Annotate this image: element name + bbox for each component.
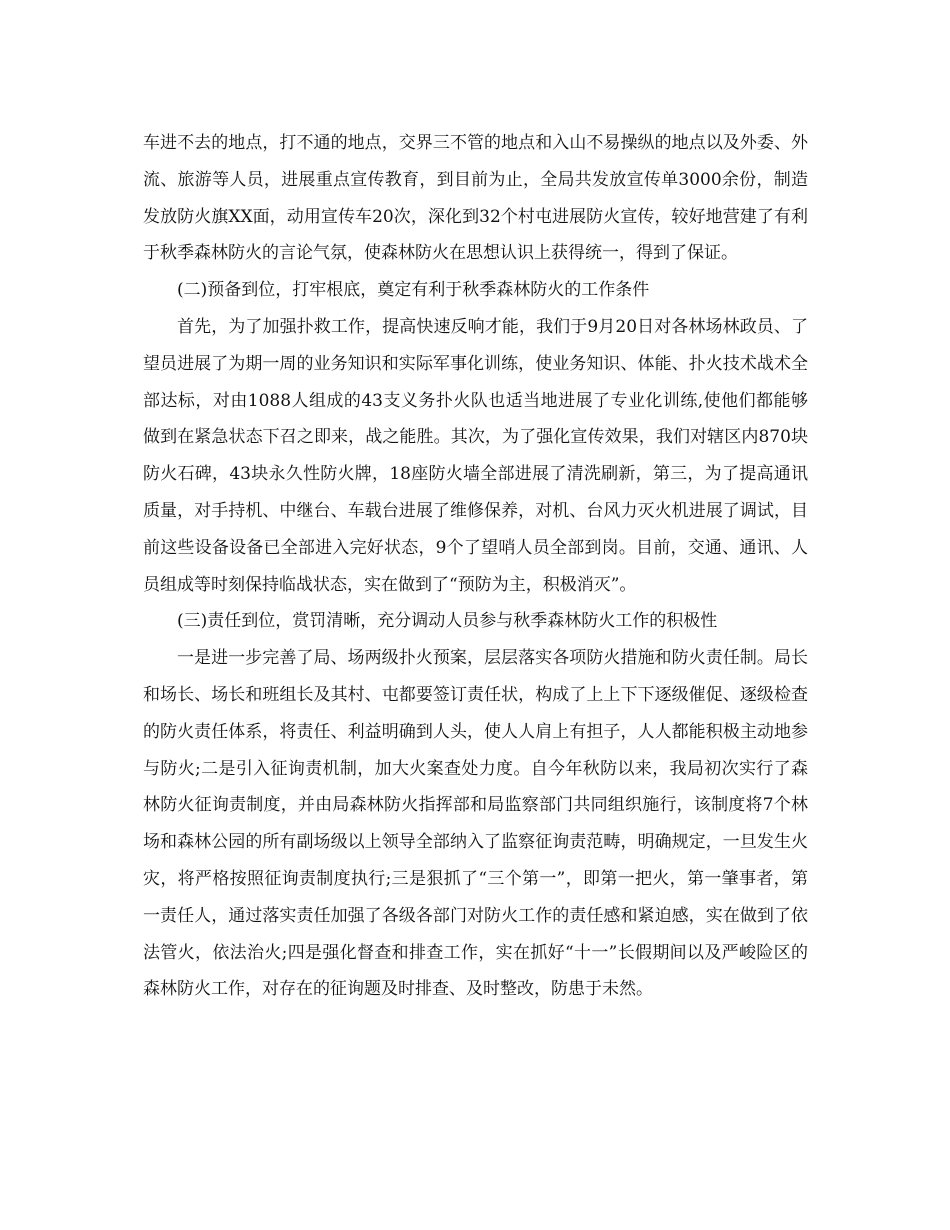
document-page <box>143 125 808 1008</box>
body-paragraph-continued: 车进不去的地点，打不通的地点，交界三不管的地点和入山不易操纵的地点以及外委、外流、旅游等人员，进展重点宣传教育，到目前为止，全局共发放宣传单3000余份，制造发放防火旗XX面，动用宣传车20次，深化到32个村屯进展防火宣传，较好地营建了有利于秋季森林防火的言论气氛，使森林防火在思想认识上获得统一，得到了保证。 <box>143 133 808 264</box>
body-paragraph: 首先，为了加强扑救工作，提高快速反响才能，我们于9月20日对各林场林政员、了望员进展了为期一周的业务知识和实际军事化训练，使业务知识、体能、扑火技术战术全部达标，对由1088人组成的43支义务扑火队也适当地进展了专业化训练,使他们都能够做到在紧急状态下召之即来，战之能胜。其次，为了强化宣传效果，我们对辖区内870块防火石碑，43块永久性防火牌，18座防火墙全部进展了清洗刷新，第三，为了提高通讯质量，对手持机、中继台、车载台进展了维修保养，对机、台风力灭火机进展了调试，目前这些设备设备已全部进入完好状态，9个了望哨人员全部到岗。目前，交通、通讯、人员组成等时刻保持临战状态，实在做到了“预防为主，积极消灭”。 <box>143 316 808 595</box>
section-heading-2: (二)预备到位，打牢根底，奠定有利于秋季森林防火的工作条件 <box>177 280 650 301</box>
section-heading-3: (三)责任到位，赏罚清晰，充分调动人员参与秋季森林防火工作的积极性 <box>177 611 718 632</box>
body-paragraph: 一是进一步完善了局、场两级扑火预案，层层落实各项防火措施和防火责任制。局长和场长、场长和班组长及其村、屯都要签订责任状，构成了上上下下逐级催促、逐级检查的防火责任体系，将责任、利益明确到人头，使人人肩上有担子，人人都能积极主动地参与防火;二是引入征询责机制，加大火案查处力度。自今年秋防以来，我局初次实行了森林防火征询责制度，并由局森林防火指挥部和局监察部门共同组织施行，该制度将7个林场和森林公园的所有副场级以上领导全部纳入了监察征询责范畴，明确规定，一旦发生火灾，将严格按照征询责制度执行;三是狠抓了“三个第一”，即第一把火，第一肇事者，第一责任人，通过落实责任加强了各级各部门对防火工作的责任感和紧迫感，实在做到了依法管火，依法治火;四是强化督查和排查工作，实在抓好“十一”长假期间以及严峻险区的森林防火工作，对存在的征询题及时排查、及时整改，防患于未然。 <box>143 648 808 1000</box>
